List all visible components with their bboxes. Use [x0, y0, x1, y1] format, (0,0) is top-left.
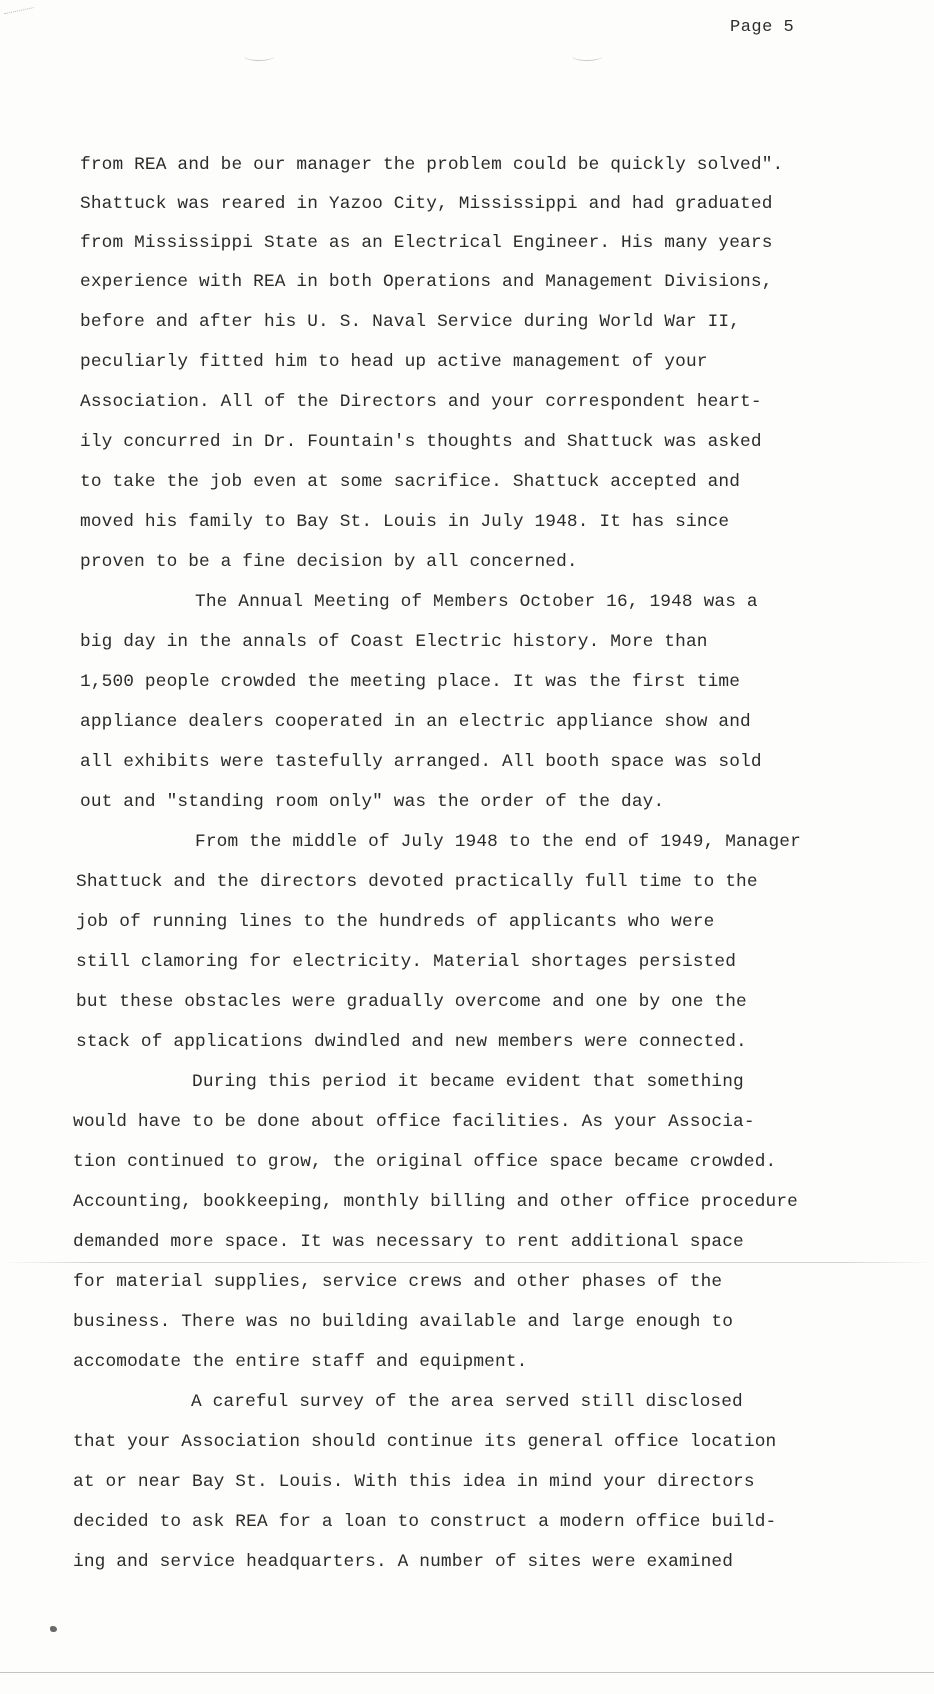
text-line-17: out and "standing room only" was the order of the day.: [80, 792, 665, 812]
text-line-32: A careful survey of the area served still disclosed: [191, 1392, 743, 1412]
text-line-27: Accounting, bookkeeping, monthly billing and other office procedure: [73, 1192, 798, 1212]
ink-speck: [50, 1626, 57, 1632]
text-line-4: experience with REA in both Operations and Management Divisions,: [80, 272, 773, 292]
paper-fold-crease: [0, 1262, 934, 1263]
text-line-14: 1,500 people crowded the meeting place. It was the first time: [80, 672, 741, 692]
text-line-16: all exhibits were tastefully arranged. All booth space was sold: [80, 752, 762, 772]
corner-smudge: [4, 7, 38, 34]
text-line-6: peculiarly fitted him to head up active management of your: [80, 352, 708, 372]
text-line-13: big day in the annals of Coast Electric history. More than: [80, 632, 708, 652]
text-line-33: that your Association should continue its general office location: [73, 1432, 777, 1452]
text-line-29: for material supplies, service crews and other phases of the: [73, 1272, 723, 1292]
text-line-18: From the middle of July 1948 to the end of 1949, Manager: [195, 832, 801, 852]
text-line-34: at or near Bay St. Louis. With this idea in mind your directors: [73, 1472, 755, 1492]
text-line-22: but these obstacles were gradually overcome and one by one the: [76, 992, 747, 1012]
staple-mark-right: [572, 52, 602, 61]
text-line-15: appliance dealers cooperated in an electric appliance show and: [80, 712, 751, 732]
text-line-20: job of running lines to the hundreds of applicants who were: [76, 912, 715, 932]
text-line-7: Association. All of the Directors and your correspondent heart-: [80, 392, 762, 412]
text-line-30: business. There was no building available and large enough to: [73, 1312, 734, 1332]
text-line-26: tion continued to grow, the original office space became crowded.: [73, 1152, 777, 1172]
text-line-24: During this period it became evident that something: [192, 1072, 744, 1092]
text-line-21: still clamoring for electricity. Material shortages persisted: [76, 952, 737, 972]
text-line-23: stack of applications dwindled and new members were connected.: [76, 1032, 747, 1052]
staple-mark-left: [244, 52, 274, 61]
text-line-19: Shattuck and the directors devoted practically full time to the: [76, 872, 758, 892]
text-line-35: decided to ask REA for a loan to construct a modern office build-: [73, 1512, 777, 1532]
text-line-3: from Mississippi State as an Electrical Engineer. His many years: [80, 233, 773, 253]
text-line-12: The Annual Meeting of Members October 16, 1948 was a: [195, 592, 758, 612]
text-line-28: demanded more space. It was necessary to rent additional space: [73, 1232, 744, 1252]
text-line-5: before and after his U. S. Naval Service during World War II,: [80, 312, 741, 332]
text-line-25: would have to be done about office facilities. As your Associa-: [73, 1112, 755, 1132]
text-line-9: to take the job even at some sacrifice. Shattuck accepted and: [80, 472, 741, 492]
text-line-31: accomodate the entire staff and equipment.: [73, 1352, 528, 1372]
text-line-8: ily concurred in Dr. Fountain's thoughts and Shattuck was asked: [80, 432, 762, 452]
text-line-1: from REA and be our manager the problem could be quickly solved".: [80, 155, 784, 175]
text-line-10: moved his family to Bay St. Louis in July 1948. It has since: [80, 512, 730, 532]
text-line-2: Shattuck was reared in Yazoo City, Mississippi and had graduated: [80, 194, 773, 214]
page-bottom-edge: [0, 1672, 934, 1673]
page-number: Page 5: [730, 18, 795, 37]
text-line-36: ing and service headquarters. A number of sites were examined: [73, 1552, 734, 1572]
text-line-11: proven to be a fine decision by all concerned.: [80, 552, 578, 572]
